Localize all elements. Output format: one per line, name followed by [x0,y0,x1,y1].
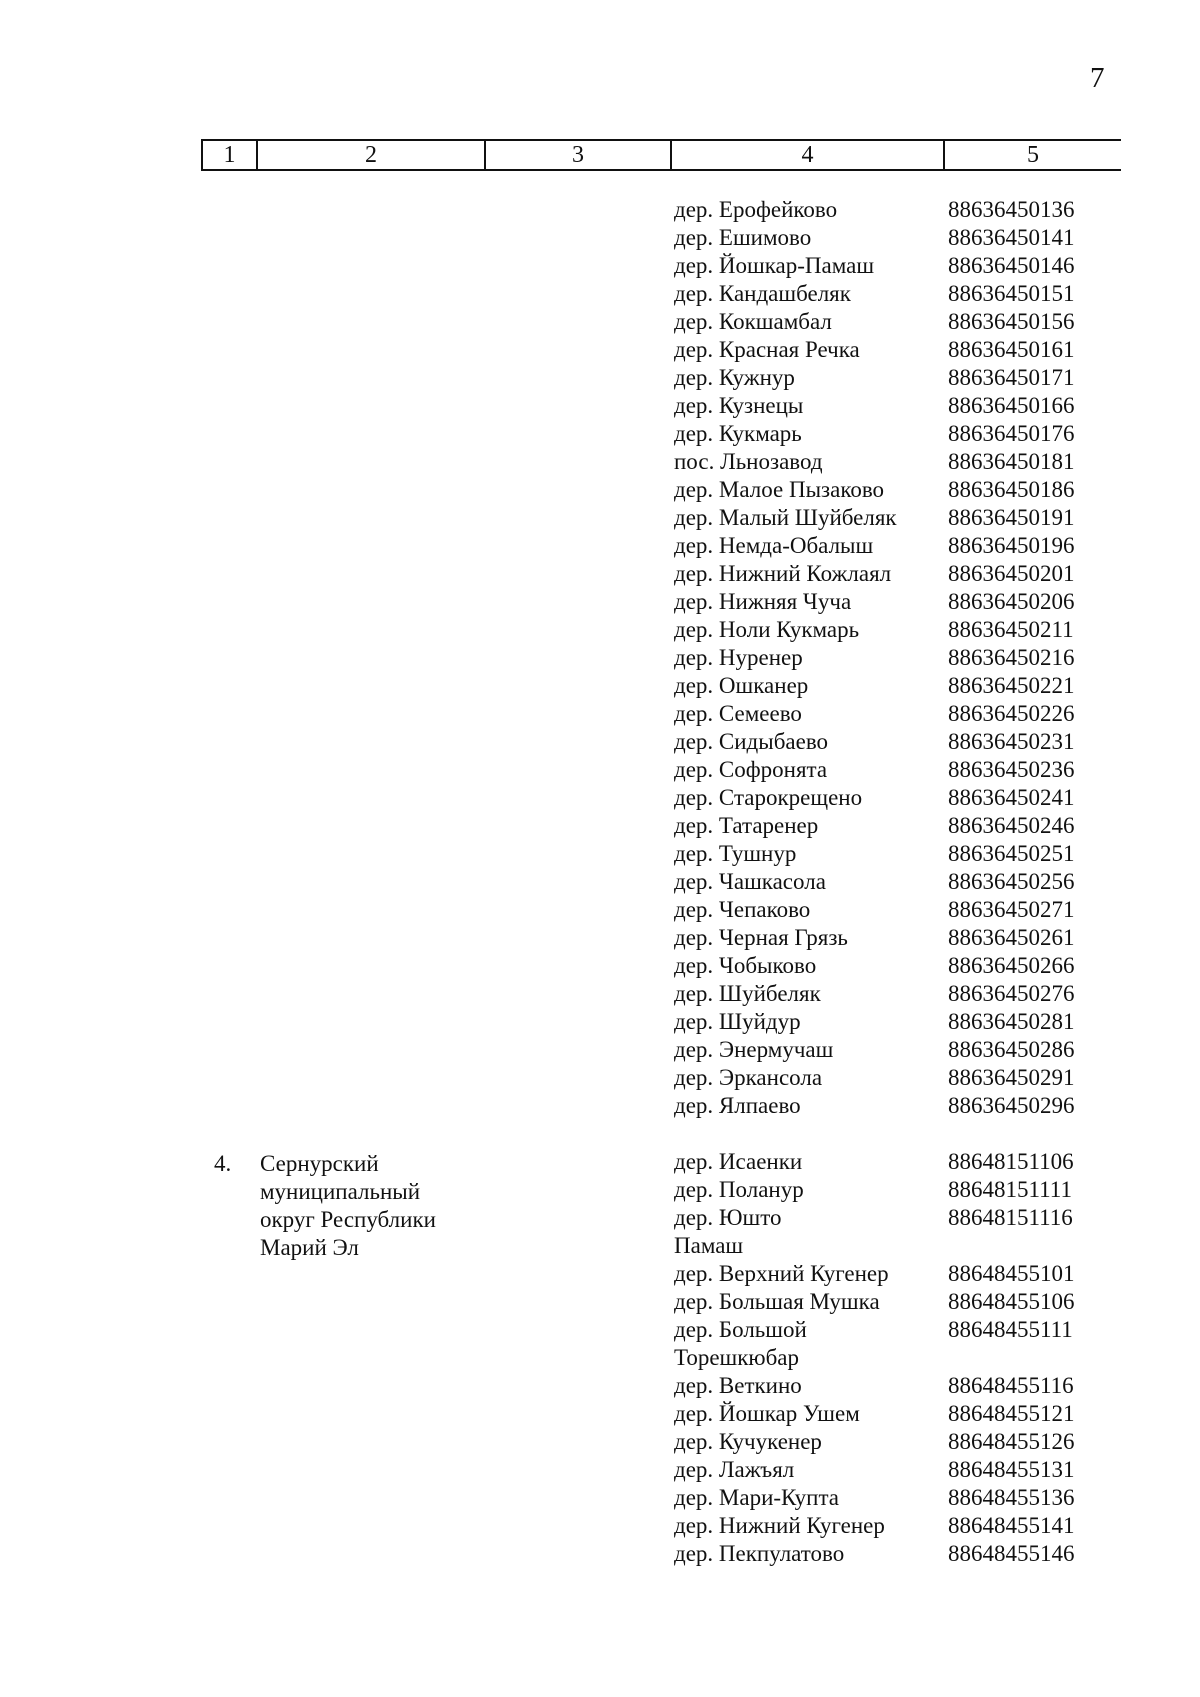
district-name: Сернурский муниципальный округ Республики Марий Эл [260,1151,436,1260]
oktmo-code: 88636450166 [948,393,1075,418]
settlement-row [674,1428,1094,1456]
oktmo-code: 88636450246 [948,813,1075,838]
oktmo-code: 88636450201 [948,561,1075,586]
settlement-row [674,448,1094,476]
settlement-row [674,392,1094,420]
settlement-name: дер. Эркансола [674,1065,823,1090]
settlement-name: дер. Ешимово [674,225,812,250]
oktmo-code: 88636450146 [948,253,1075,278]
settlement-name: дер. Нуренер [674,645,803,670]
settlement-row [674,672,1094,700]
header-col-5: 5 [943,141,1121,169]
oktmo-code: 88636450176 [948,421,1075,446]
oktmo-code: 88648455121 [948,1401,1075,1426]
oktmo-code: 88636450171 [948,365,1075,390]
table-header [201,139,1121,171]
oktmo-code: 88636450281 [948,1009,1075,1034]
page-number: 7 [1090,62,1105,94]
settlement-name: дер. Ерофейково [674,197,838,222]
oktmo-code: 88636450286 [948,1037,1075,1062]
oktmo-code: 88636450296 [948,1093,1075,1118]
settlement-row [674,1260,1094,1288]
settlement-name: дер. Татаренер [674,813,819,838]
settlement-row [674,196,1094,224]
settlement-name: дер. Верхний Кугенер [674,1261,889,1286]
settlement-row [674,1288,1094,1316]
oktmo-code: 88636450236 [948,757,1075,782]
settlement-row [674,616,1094,644]
settlement-row [674,1036,1094,1064]
oktmo-code: 88648455146 [948,1541,1075,1566]
settlement-row [674,728,1094,756]
settlement-name: дер. Чобыково [674,953,817,978]
settlement-row [674,280,1094,308]
oktmo-code: 88636450151 [948,281,1075,306]
settlement-name: дер. Энермучаш [674,1037,834,1062]
settlement-name: дер. Семеево [674,701,802,726]
settlement-name: дер. Пекпулатово [674,1541,845,1566]
oktmo-code: 88636450261 [948,925,1075,950]
settlement-row [674,1372,1094,1400]
settlement-name: дер. Тушнур [674,841,797,866]
settlement-name: дер. Мари-Купта [674,1485,839,1510]
oktmo-code: 88648455136 [948,1485,1075,1510]
oktmo-code: 88648455111 [948,1317,1073,1342]
settlement-name: дер. Исаенки [674,1149,803,1174]
settlement-name: дер. Черная Грязь [674,925,848,950]
settlement-name: дер. Кандашбеляк [674,281,851,306]
settlement-row [674,476,1094,504]
settlement-row [674,252,1094,280]
settlement-row [674,1400,1094,1428]
oktmo-code: 88636450206 [948,589,1075,614]
header-col-2: 2 [256,141,484,169]
settlement-name: дер. Чепаково [674,897,811,922]
settlement-row [674,896,1094,924]
settlement-row [674,1064,1094,1092]
settlement-name: дер. Лажъял [674,1457,795,1482]
settlement-name: дер. Поланур [674,1177,804,1202]
settlement-row [674,952,1094,980]
settlement-row [674,924,1094,952]
oktmo-code: 88636450231 [948,729,1075,754]
settlement-name: дер. Кокшамбал [674,309,832,334]
settlement-row [674,308,1094,336]
settlement-row [674,504,1094,532]
oktmo-code: 88636450136 [948,197,1075,222]
oktmo-code: 88636450241 [948,785,1075,810]
oktmo-code: 88636450196 [948,533,1075,558]
settlement-name: дер. Кучукенер [674,1429,822,1454]
oktmo-code: 88648151106 [948,1149,1074,1174]
oktmo-code: 88648455141 [948,1513,1075,1538]
settlement-name: дер. Нижняя Чуча [674,589,852,614]
settlement-row [674,560,1094,588]
settlement-name: дер. Веткино [674,1373,802,1398]
settlement-name: дер. Чашкасола [674,869,826,894]
settlement-row [674,868,1094,896]
settlement-name: дер. Старокрещено [674,785,863,810]
oktmo-code: 88636450161 [948,337,1075,362]
settlement-name: дер. Ялпаево [674,1093,801,1118]
settlement-row [674,1204,1094,1260]
section-number: 4. [214,1151,232,1176]
oktmo-code: 88636450216 [948,645,1075,670]
settlement-row [674,420,1094,448]
settlement-row [674,980,1094,1008]
settlement-row [674,1512,1094,1540]
settlement-row [674,588,1094,616]
section-gap [674,1120,1094,1148]
oktmo-code: 88636450156 [948,309,1075,334]
oktmo-code: 88648151116 [948,1205,1073,1230]
settlement-name: дер. Кужнур [674,365,795,390]
settlement-row [674,224,1094,252]
settlement-name: дер. Шуйдур [674,1009,801,1034]
settlement-name: дер. Малый Шуйбеляк [674,505,897,530]
settlement-row [674,1484,1094,1512]
settlement-name: дер. Йошкар Ушем [674,1401,860,1426]
oktmo-code: 88636450291 [948,1065,1075,1090]
header-col-4: 4 [670,141,943,169]
oktmo-code: 88636450141 [948,225,1075,250]
settlement-name: дер. Юшто Памаш [674,1205,782,1258]
settlement-row [674,840,1094,868]
settlement-name: дер. Ноли Кукмарь [674,617,860,642]
settlement-row [674,532,1094,560]
settlement-name: дер. Кукмарь [674,421,802,446]
settlement-name: дер. Йошкар-Памаш [674,253,875,278]
oktmo-code: 88636450226 [948,701,1075,726]
settlement-row [674,1456,1094,1484]
oktmo-code: 88636450181 [948,449,1075,474]
settlement-row [674,1148,1094,1176]
settlement-name: дер. Кузнецы [674,393,804,418]
settlement-row [674,1092,1094,1120]
settlement-name: дер. Красная Речка [674,337,860,362]
settlement-row [674,812,1094,840]
settlement-row [674,1176,1094,1204]
settlement-name: дер. Немда-Обалыш [674,533,874,558]
settlement-row [674,644,1094,672]
settlement-row [674,756,1094,784]
oktmo-code: 88648151111 [948,1177,1072,1202]
settlement-name: дер. Нижний Кугенер [674,1513,885,1538]
settlement-list [674,196,1094,1568]
settlement-name: дер. Большой Торешкюбар [674,1317,807,1370]
settlement-name: дер. Ошканер [674,673,809,698]
settlement-row [674,336,1094,364]
oktmo-code: 88636450211 [948,617,1074,642]
oktmo-code: 88636450276 [948,981,1075,1006]
settlement-row [674,364,1094,392]
settlement-name: дер. Шуйбеляк [674,981,821,1006]
header-col-1: 1 [201,141,256,169]
settlement-row [674,1540,1094,1568]
oktmo-code: 88636450271 [948,897,1075,922]
oktmo-code: 88648455101 [948,1261,1075,1286]
settlement-row [674,700,1094,728]
settlement-name: дер. Нижний Кожлаял [674,561,892,586]
oktmo-code: 88648455131 [948,1457,1075,1482]
settlement-row [674,1008,1094,1036]
settlement-name: пос. Льнозавод [674,449,823,474]
oktmo-code: 88648455126 [948,1429,1075,1454]
oktmo-code: 88636450221 [948,673,1075,698]
oktmo-code: 88648455106 [948,1289,1075,1314]
settlement-name: дер. Софронята [674,757,828,782]
settlement-row [674,1316,1094,1372]
oktmo-code: 88636450251 [948,841,1075,866]
settlement-row [674,784,1094,812]
settlement-name: дер. Малое Пызаково [674,477,885,502]
oktmo-code: 88648455116 [948,1373,1074,1398]
oktmo-code: 88636450256 [948,869,1075,894]
settlement-name: дер. Сидыбаево [674,729,829,754]
oktmo-code: 88636450266 [948,953,1075,978]
header-col-3: 3 [484,141,670,169]
settlement-name: дер. Большая Мушка [674,1289,880,1314]
oktmo-code: 88636450186 [948,477,1075,502]
oktmo-code: 88636450191 [948,505,1075,530]
